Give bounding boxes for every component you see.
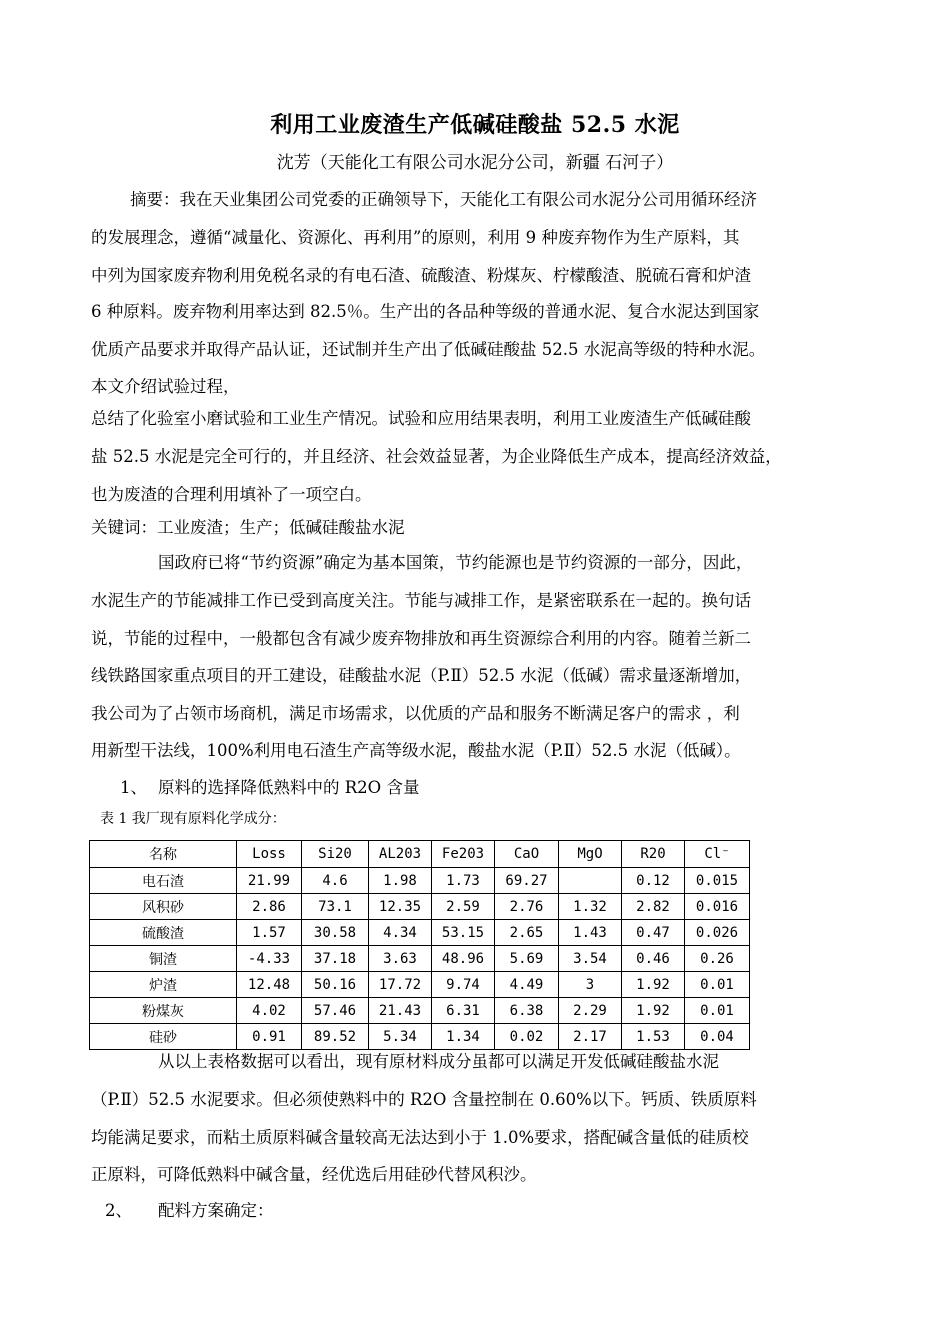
abstract-line: 6 种原料。废弃物利用率达到 82.5％。生产出的各品种等级的普通水泥、复合水泥达到国家 xyxy=(91,302,760,321)
value-cell: 1.57 xyxy=(237,920,302,946)
intro-line: 线铁路国家重点项目的开工建设，硅酸盐水泥（P.Ⅱ）52.5 水泥（低碱）需求量逐渐增加， xyxy=(91,666,752,685)
value-cell: 57.46 xyxy=(302,998,369,1024)
intro-line: 说，节能的过程中，一般都包含有减少废弃物排放和再生资源综合利用的内容。随着兰新二 xyxy=(91,629,751,648)
value-cell: 4.34 xyxy=(369,920,432,946)
document-title: 利用工业废渣生产低碱硅酸盐 52.5 水泥 xyxy=(270,112,680,138)
table-row xyxy=(90,894,750,920)
abstract-line: 优质产品要求并取得产品认证，还试制并生产出了低碱硅酸盐 52.5 水泥高等级的特种水泥。 xyxy=(91,340,766,359)
table-row xyxy=(90,920,750,946)
table-row xyxy=(90,868,750,894)
value-cell: 21.43 xyxy=(369,998,432,1024)
value-cell: 89.52 xyxy=(302,1024,369,1050)
value-cell: 2.82 xyxy=(622,894,685,920)
value-cell: 6.31 xyxy=(432,998,495,1024)
column-header: Loss xyxy=(237,841,302,868)
value-cell: 1.73 xyxy=(432,868,495,894)
section-2-number: 2、 xyxy=(105,1201,132,1220)
value-cell: 0.01 xyxy=(685,998,750,1024)
intro-line: 国政府已将“节约资源”确定为基本国策，节约能源也是节约资源的一部分，因此， xyxy=(158,553,753,572)
value-cell: 2.65 xyxy=(495,920,559,946)
value-cell: 1.92 xyxy=(622,998,685,1024)
table-row xyxy=(90,972,750,998)
value-cell: 0.04 xyxy=(685,1024,750,1050)
value-cell: 3.54 xyxy=(559,946,622,972)
material-name-cell: 风积砂 xyxy=(90,894,237,920)
value-cell: 0.015 xyxy=(685,868,750,894)
value-cell: 0.26 xyxy=(685,946,750,972)
value-cell: 12.48 xyxy=(237,972,302,998)
value-cell: 12.35 xyxy=(369,894,432,920)
value-cell: 4.6 xyxy=(302,868,369,894)
value-cell: 4.49 xyxy=(495,972,559,998)
abstract-line: 中列为国家废弃物利用免税名录的有电石渣、硫酸渣、粉煤灰、柠檬酸渣、脱硫石膏和炉渣 xyxy=(91,266,751,285)
table-row xyxy=(90,998,750,1024)
table-body xyxy=(90,868,750,1050)
value-cell: 0.026 xyxy=(685,920,750,946)
material-name-cell: 电石渣 xyxy=(90,868,237,894)
value-cell: 1.43 xyxy=(559,920,622,946)
value-cell: 3 xyxy=(559,972,622,998)
value-cell: 48.96 xyxy=(432,946,495,972)
column-header: R20 xyxy=(622,841,685,868)
author-line: 沈芳（天能化工有限公司水泥分公司，新疆 石河子） xyxy=(276,153,674,173)
value-cell: 0.01 xyxy=(685,972,750,998)
column-header: Fe203 xyxy=(432,841,495,868)
table-row xyxy=(90,1024,750,1050)
value-cell: 5.34 xyxy=(369,1024,432,1050)
abstract-line: 总结了化验室小磨试验和工业生产情况。试验和应用结果表明，利用工业废渣生产低碱硅酸 xyxy=(91,409,751,428)
value-cell: 2.86 xyxy=(237,894,302,920)
keywords-line: 关键词：工业废渣；生产；低碱硅酸盐水泥 xyxy=(91,518,405,537)
value-cell: 30.58 xyxy=(302,920,369,946)
table-row xyxy=(90,946,750,972)
value-cell: 37.18 xyxy=(302,946,369,972)
material-name-cell: 硅砂 xyxy=(90,1024,237,1050)
value-cell: 73.1 xyxy=(302,894,369,920)
value-cell: 69.27 xyxy=(495,868,559,894)
value-cell: 9.74 xyxy=(432,972,495,998)
section-2-heading: 配料方案确定： xyxy=(158,1201,274,1220)
value-cell: 3.63 xyxy=(369,946,432,972)
material-name-cell: 炉渣 xyxy=(90,972,237,998)
value-cell: 2.59 xyxy=(432,894,495,920)
column-header: 名称 xyxy=(90,841,237,868)
value-cell xyxy=(559,868,622,894)
intro-line: 水泥生产的节能减排工作已受到高度关注。节能与减排工作，是紧密联系在一起的。换句话 xyxy=(91,591,751,610)
material-name-cell: 粉煤灰 xyxy=(90,998,237,1024)
value-cell: 0.12 xyxy=(622,868,685,894)
value-cell: 17.72 xyxy=(369,972,432,998)
analysis-line: （P.Ⅱ）52.5 水泥要求。但必须使熟料中的 R2O 含量控制在 0.60%以下。钙质、铁质原料 xyxy=(91,1090,757,1109)
value-cell: 1.32 xyxy=(559,894,622,920)
analysis-line: 均能满足要求，而粘土质原料碱含量较高无法达到小于 1.0%要求，搭配碱含量低的硅质校 xyxy=(91,1128,749,1147)
value-cell: 1.98 xyxy=(369,868,432,894)
section-1-heading: 原料的选择降低熟料中的 R2O 含量 xyxy=(158,778,420,797)
abstract-line: 本文介绍试验过程， xyxy=(91,377,240,396)
material-name-cell: 铜渣 xyxy=(90,946,237,972)
abstract-line: 盐 52.5 水泥是完全可行的，并且经济、社会效益显著，为企业降低生产成本，提高经济效益， xyxy=(91,447,782,466)
column-header: Si20 xyxy=(302,841,369,868)
intro-line: 我公司为了占领市场商机，满足市场需求，以优质的产品和服务不断满足客户的需求 ，利 xyxy=(91,704,740,723)
value-cell: 0.47 xyxy=(622,920,685,946)
value-cell: 0.016 xyxy=(685,894,750,920)
abstract-line: 摘要：我在天业集团公司党委的正确领导下，天能化工有限公司水泥分公司用循环经济 xyxy=(130,190,757,209)
intro-line: 用新型干法线，100%利用电石渣生产高等级水泥，酸盐水泥（P.Ⅱ）52.5 水泥（低碱）。 xyxy=(91,741,741,760)
value-cell: 53.15 xyxy=(432,920,495,946)
table-header-row xyxy=(90,841,750,868)
value-cell: 50.16 xyxy=(302,972,369,998)
section-1-number: 1、 xyxy=(120,778,147,797)
abstract-line: 也为废渣的合理利用填补了一项空白。 xyxy=(91,485,372,504)
value-cell: 2.29 xyxy=(559,998,622,1024)
material-name-cell: 硫酸渣 xyxy=(90,920,237,946)
value-cell: 21.99 xyxy=(237,868,302,894)
chemical-composition-table xyxy=(89,840,750,1050)
column-header: Cl⁻ xyxy=(685,841,750,868)
value-cell: 0.02 xyxy=(495,1024,559,1050)
value-cell: 5.69 xyxy=(495,946,559,972)
abstract-line: 的发展理念，遵循“减量化、资源化、再利用”的原则，利用 9 种废弃物作为生产原料，其 xyxy=(91,228,740,247)
value-cell: 1.92 xyxy=(622,972,685,998)
column-header: AL203 xyxy=(369,841,432,868)
table-caption: 表 1 我厂现有原料化学成分： xyxy=(100,811,286,827)
value-cell: 1.34 xyxy=(432,1024,495,1050)
analysis-line: 正原料，可降低熟料中碱含量，经优选后用硅砂代替风积沙。 xyxy=(91,1165,537,1184)
analysis-line: 从以上表格数据可以看出，现有原材料成分虽都可以满足开发低碱硅酸盐水泥 xyxy=(158,1052,719,1071)
value-cell: 2.76 xyxy=(495,894,559,920)
value-cell: 0.46 xyxy=(622,946,685,972)
value-cell: 4.02 xyxy=(237,998,302,1024)
value-cell: 1.53 xyxy=(622,1024,685,1050)
value-cell: 2.17 xyxy=(559,1024,622,1050)
value-cell: 0.91 xyxy=(237,1024,302,1050)
value-cell: 6.38 xyxy=(495,998,559,1024)
column-header: CaO xyxy=(495,841,559,868)
value-cell: -4.33 xyxy=(237,946,302,972)
column-header: MgO xyxy=(559,841,622,868)
